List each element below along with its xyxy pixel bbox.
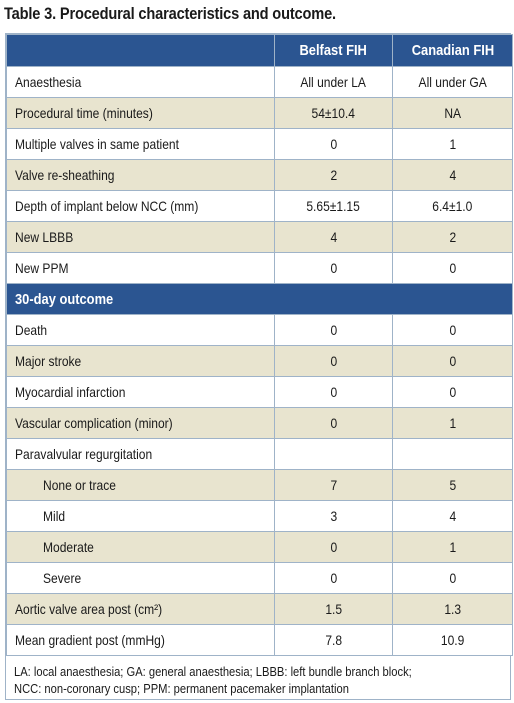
belfast-value: 3: [275, 501, 393, 532]
header-cell-belfast: Belfast FIH: [275, 35, 393, 67]
header-row: [7, 35, 513, 67]
belfast-value: 7.8: [275, 625, 393, 656]
belfast-value: 0: [275, 377, 393, 408]
table-row: [7, 315, 513, 346]
section-label: 30-day outcome: [7, 284, 513, 315]
belfast-value: 0: [275, 563, 393, 594]
table-footnote: [6, 656, 510, 697]
belfast-value: 0: [275, 532, 393, 563]
canadian-value: 1: [393, 408, 513, 439]
table-row: [7, 222, 513, 253]
belfast-value: 54±10.4: [275, 98, 393, 129]
row-label: Vascular complication (minor): [7, 408, 275, 439]
canadian-value: 5: [393, 470, 513, 501]
row-label: Mean gradient post (mmHg): [7, 625, 275, 656]
outcome-table: [5, 33, 511, 700]
canadian-value: 0: [393, 346, 513, 377]
header-cell-canadian: Canadian FIH: [393, 35, 513, 67]
canadian-value: 0: [393, 563, 513, 594]
table-row: [7, 532, 513, 563]
row-label: Moderate: [7, 532, 275, 563]
row-label: New PPM: [7, 253, 275, 284]
belfast-value: 0: [275, 129, 393, 160]
belfast-value: 1.5: [275, 594, 393, 625]
belfast-value: 0: [275, 315, 393, 346]
table-row: [7, 501, 513, 532]
table-row: [7, 98, 513, 129]
belfast-value: [275, 439, 393, 470]
belfast-value: 5.65±1.15: [275, 191, 393, 222]
header-cell-label: [7, 35, 275, 67]
table-row: [7, 377, 513, 408]
table-row: [7, 67, 513, 98]
belfast-value: 0: [275, 253, 393, 284]
table-row: [7, 129, 513, 160]
belfast-value: 0: [275, 346, 393, 377]
row-label: Aortic valve area post (cm²): [7, 594, 275, 625]
row-label: None or trace: [7, 470, 275, 501]
canadian-value: 0: [393, 315, 513, 346]
table-row: [7, 439, 513, 470]
row-label: Death: [7, 315, 275, 346]
row-label: Paravalvular regurgitation: [7, 439, 275, 470]
canadian-value: All under GA: [393, 67, 513, 98]
row-label: Procedural time (minutes): [7, 98, 275, 129]
data-table: [6, 34, 513, 656]
canadian-value: 10.9: [393, 625, 513, 656]
row-label: New LBBB: [7, 222, 275, 253]
footnote-line: LA: local anaesthesia; GA: general anaesthesia; LBBB: left bundle branch block;: [14, 664, 412, 679]
canadian-value: 1.3: [393, 594, 513, 625]
footnote-line: NCC: non-coronary cusp; PPM: permanent pacemaker implantation: [14, 681, 349, 696]
belfast-value: 0: [275, 408, 393, 439]
row-label: Anaesthesia: [7, 67, 275, 98]
table-row: [7, 470, 513, 501]
row-label: Valve re-sheathing: [7, 160, 275, 191]
belfast-value: 2: [275, 160, 393, 191]
row-label: Multiple valves in same patient: [7, 129, 275, 160]
canadian-value: 0: [393, 253, 513, 284]
table-row: [7, 346, 513, 377]
belfast-value: 7: [275, 470, 393, 501]
canadian-value: 4: [393, 160, 513, 191]
table-row: [7, 408, 513, 439]
table-row: [7, 594, 513, 625]
canadian-value: 1: [393, 532, 513, 563]
belfast-value: All under LA: [275, 67, 393, 98]
row-label: Myocardial infarction: [7, 377, 275, 408]
canadian-value: NA: [393, 98, 513, 129]
canadian-value: [393, 439, 513, 470]
row-label: Major stroke: [7, 346, 275, 377]
table-row: [7, 625, 513, 656]
table-row: [7, 563, 513, 594]
canadian-value: 1: [393, 129, 513, 160]
section-header-row: [7, 284, 513, 315]
table-row: [7, 253, 513, 284]
canadian-value: 4: [393, 501, 513, 532]
table-title: Table 3. Procedural characteristics and outcome.: [4, 4, 336, 23]
belfast-value: 4: [275, 222, 393, 253]
canadian-value: 6.4±1.0: [393, 191, 513, 222]
canadian-value: 0: [393, 377, 513, 408]
table-row: [7, 191, 513, 222]
row-label: Mild: [7, 501, 275, 532]
table-row: [7, 160, 513, 191]
canadian-value: 2: [393, 222, 513, 253]
row-label: Severe: [7, 563, 275, 594]
row-label: Depth of implant below NCC (mm): [7, 191, 275, 222]
